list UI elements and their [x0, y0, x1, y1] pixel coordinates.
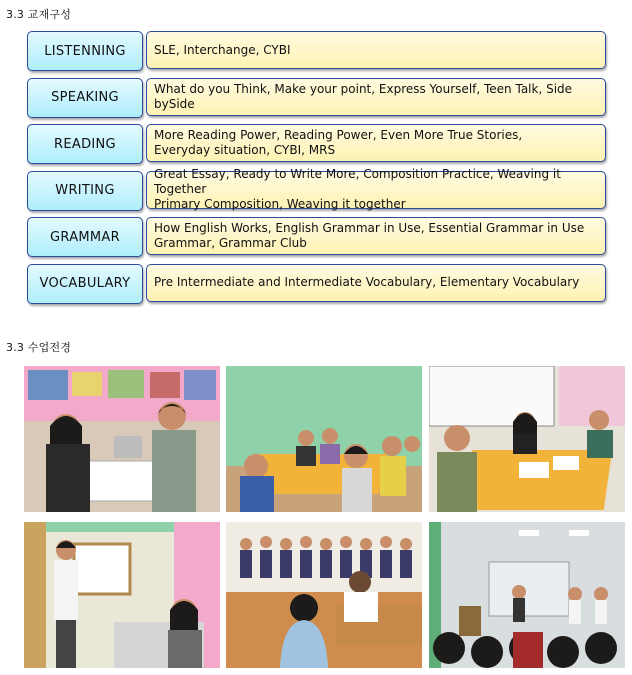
- textbook-line: Great Essay, Ready to Write More, Composition Practice, Weaving it Together: [154, 167, 561, 196]
- textbook-line: How English Works, English Grammar in Use, Essential Grammar in Use: [154, 221, 585, 235]
- category-label: GRAMMAR: [27, 217, 143, 257]
- curriculum-row-reading: [27, 124, 609, 164]
- textbook-list: [146, 31, 606, 69]
- textbook-list: [146, 78, 606, 116]
- category-label: SPEAKING: [27, 78, 143, 118]
- classroom-photo-1: [24, 366, 220, 512]
- classroom-photo-3: [429, 366, 625, 512]
- textbook-list: [146, 167, 606, 211]
- curriculum-row-speaking: [27, 78, 609, 118]
- category-label: READING: [27, 124, 143, 164]
- category-label: LISTENNING: [27, 31, 143, 71]
- classroom-photo-grid: [24, 366, 626, 668]
- textbook-line: What do you Think, Make your point, Express Yourself, Teen Talk, Side bySide: [154, 81, 573, 111]
- curriculum-row-vocabulary: [27, 264, 609, 304]
- textbook-line: Pre Intermediate and Intermediate Vocabulary, Elementary Vocabulary: [154, 275, 580, 289]
- classroom-section-title: 3.3 수업전경: [6, 341, 72, 354]
- textbook-list: [146, 124, 606, 162]
- textbook-line: Everyday situation, CYBI, MRS: [154, 143, 336, 157]
- textbook-line: Primary Composition, Weaving it together: [154, 197, 406, 211]
- classroom-photo-2: [226, 366, 422, 512]
- classroom-photo-4: [24, 522, 220, 668]
- textbook-line: SLE, Interchange, CYBI: [154, 42, 291, 57]
- category-label: WRITING: [27, 171, 143, 211]
- textbook-list: [146, 264, 606, 302]
- curriculum-row-listening: [27, 31, 609, 71]
- textbook-line: More Reading Power, Reading Power, Even More True Stories,: [154, 128, 523, 142]
- curriculum-row-writing: [27, 167, 609, 211]
- curriculum-table: [27, 31, 609, 310]
- textbook-line: Grammar, Grammar Club: [154, 236, 307, 250]
- curriculum-row-grammar: [27, 217, 609, 257]
- classroom-photo-5: [226, 522, 422, 668]
- classroom-photo-6: [429, 522, 625, 668]
- category-label: VOCABULARY: [27, 264, 143, 304]
- textbook-list: [146, 217, 606, 255]
- curriculum-section-title: 3.3 교재구성: [6, 8, 72, 21]
